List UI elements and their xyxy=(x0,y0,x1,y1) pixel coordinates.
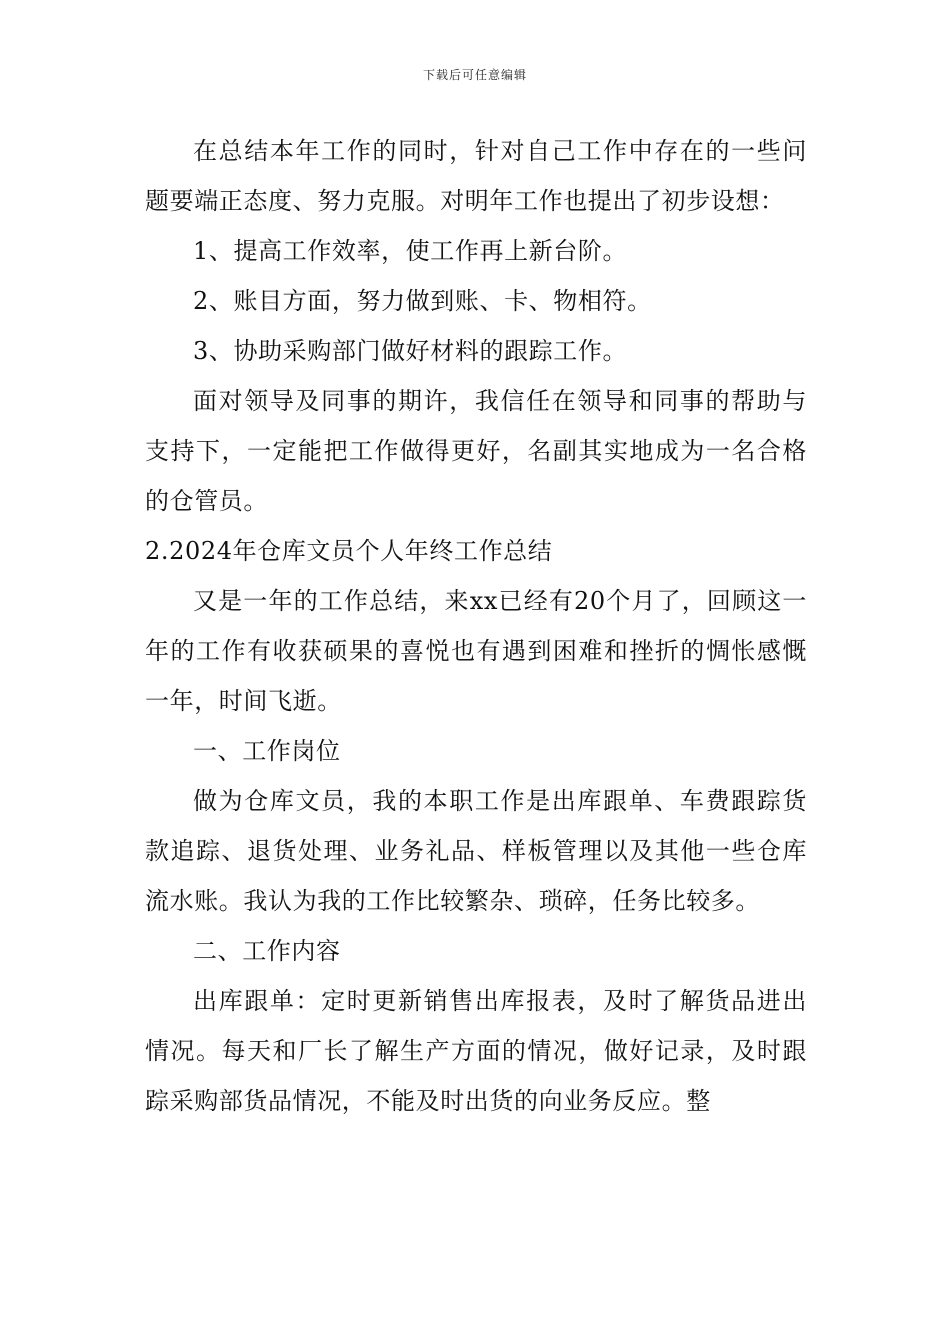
list-item-accounts: 2、账目方面，努力做到账、卡、物相符。 xyxy=(193,287,652,315)
paragraph-outbound-tracking: 出库跟单：定时更新销售出库报表，及时了解货品进出情况。每天和厂长了解生产方面的情况，做好记录，及时跟踪采购部货品情况，不能及时出货的向业务反应。整 xyxy=(145,987,807,1115)
paragraph-reflection: 在总结本年工作的同时，针对自己工作中存在的一些问题要端正态度、努力克服。对明年工作也提出了初步设想： xyxy=(145,137,807,215)
list-item-procurement: 3、协助采购部门做好材料的跟踪工作。 xyxy=(193,337,628,365)
section-title: 2.2024年仓库文员个人年终工作总结 xyxy=(145,537,553,565)
paragraph-intro: 又是一年的工作总结，来xx已经有20个月了，回顾这一年的工作有收获硕果的喜悦也有遇到困难和挫折的惆怅感慨一年，时间飞逝。 xyxy=(145,587,807,715)
heading-job-position: 一、工作岗位 xyxy=(193,737,341,765)
heading-work-content: 二、工作内容 xyxy=(193,937,341,965)
list-item-efficiency: 1、提高工作效率，使工作再上新台阶。 xyxy=(193,237,628,265)
paragraph-job-duties: 做为仓库文员，我的本职工作是出库跟单、车费跟踪货款追踪、退货处理、业务礼品、样板管理以及其他一些仓库流水账。我认为我的工作比较繁杂、琐碎，任务比较多。 xyxy=(145,787,807,915)
paragraph-closing: 面对领导及同事的期许，我信任在领导和同事的帮助与支持下，一定能把工作做得更好，名副其实地成为一名合格的仓管员。 xyxy=(145,387,807,515)
document-body xyxy=(145,126,807,1126)
page-header: 下载后可任意编辑 xyxy=(422,68,527,82)
